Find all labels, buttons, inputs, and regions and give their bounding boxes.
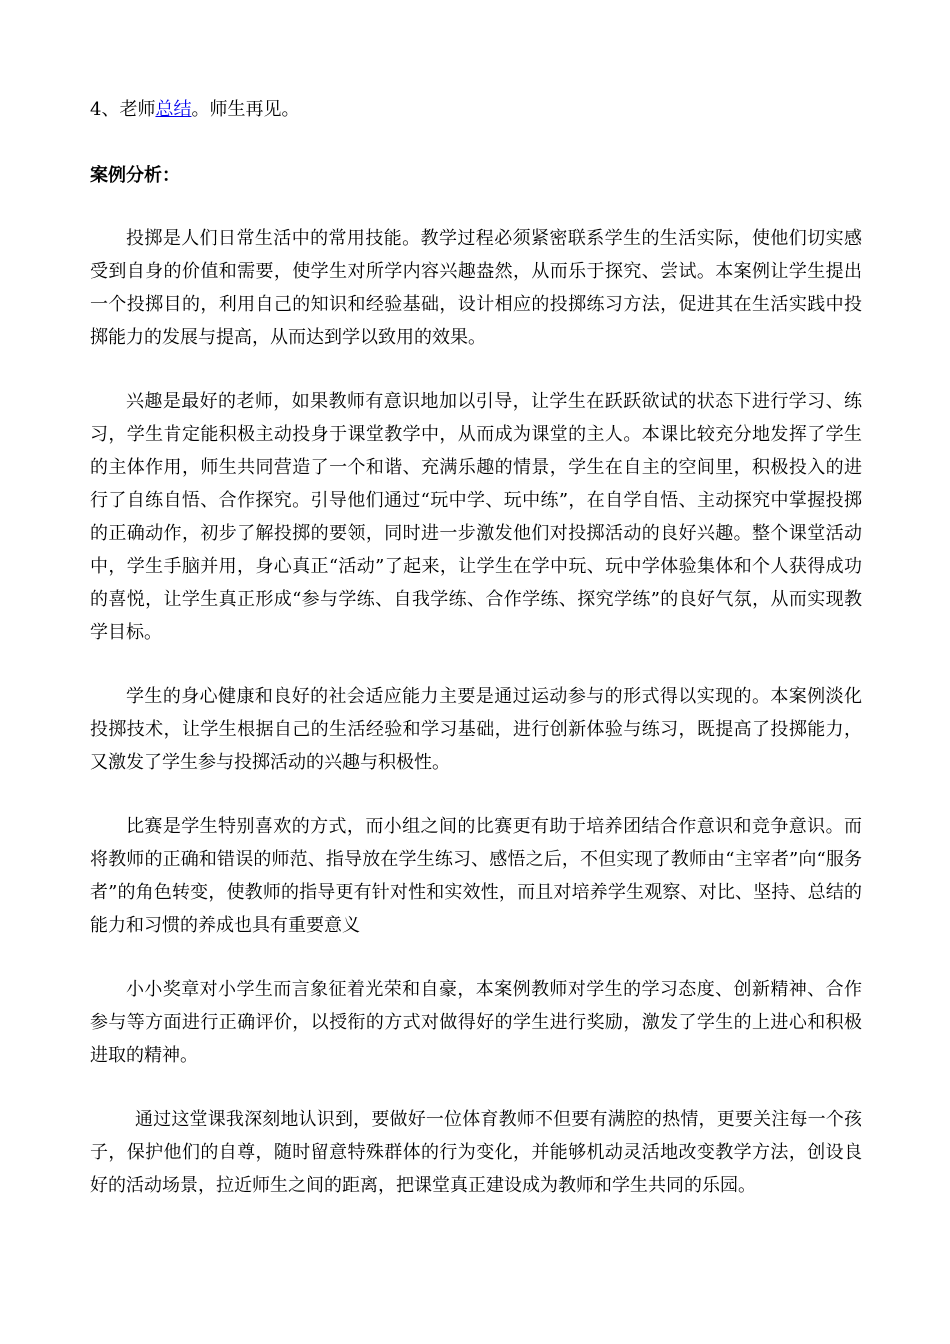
- paragraph-1: 投掷是人们日常生活中的常用技能。教学过程必须紧密联系学生的生活实际，使他们切实感受到自身的价值和需要，使学生对所学内容兴趣盎然，从而乐于探究、尝试。本案例让学生提出一个投掷目的，利用自己的知识和经验基础，设计相应的投掷练习方法，促进其在生活实践中投掷能力的发展与提高，从而达到学以致用的效果。: [90, 228, 862, 348]
- paragraph-4: 比赛是学生特别喜欢的方式，而小组之间的比赛更有助于培养团结合作意识和竞争意识。而将教师的正确和错误的师范、指导放在学生练习、感悟之后，不但实现了教师由“主宰者”向“服务者”的角色转变，使教师的指导更有针对性和实效性，而且对培养学生观察、对比、坚持、总结的能力和习惯的养成也具有重要意义: [90, 816, 862, 936]
- summary-link[interactable]: 总结: [155, 99, 192, 120]
- step-4-suffix: 。师生再见。: [191, 99, 300, 120]
- step-4-line: [90, 92, 862, 128]
- step-4-prefix: 4、老师: [90, 99, 156, 120]
- case-analysis-heading: 案例分析：: [90, 165, 180, 186]
- paragraph-6: 通过这堂课我深刻地认识到，要做好一位体育教师不但要有满腔的热情，更要关注每一个孩子，保护他们的自尊，随时留意特殊群体的行为变化，并能够机动灵活地改变教学方法，创设良好的活动场景，拉近师生之间的距离，把课堂真正建设成为教师和学生共同的乐园。: [90, 1109, 862, 1196]
- paragraph-2: 兴趣是最好的老师，如果教师有意识地加以引导，让学生在跃跃欲试的状态下进行学习、练习，学生肯定能积极主动投身于课堂教学中，从而成为课堂的主人。本课比较充分地发挥了学生的主体作用，师生共同营造了一个和谐、充满乐趣的情景，学生在自主的空间里，积极投入的进行了自练自悟、合作探究。引导他们通过“玩中学、玩中练”，在自学自悟、主动探究中掌握投掷的正确动作，初步了解投掷的要领，同时进一步激发他们对投掷活动的良好兴趣。整个课堂活动中，学生手脑并用，身心真正“活动”了起来，让学生在学中玩、玩中学体验集体和个人获得成功的喜悦，让学生真正形成“参与学练、自我学练、合作学练、探究学练”的良好气氛，从而实现教学目标。: [90, 391, 862, 643]
- document-page: [90, 92, 862, 1233]
- paragraph-3: 学生的身心健康和良好的社会适应能力主要是通过运动参与的形式得以实现的。本案例淡化投掷技术，让学生根据自己的生活经验和学习基础，进行创新体验与练习，既提高了投掷能力，又激发了学生参与投掷活动的兴趣与积极性。: [90, 686, 862, 773]
- paragraph-5: 小小奖章对小学生而言象征着光荣和自豪，本案例教师对学生的学习态度、创新精神、合作参与等方面进行正确评价，以授衔的方式对做得好的学生进行奖励，激发了学生的上进心和积极进取的精神。: [90, 979, 862, 1066]
